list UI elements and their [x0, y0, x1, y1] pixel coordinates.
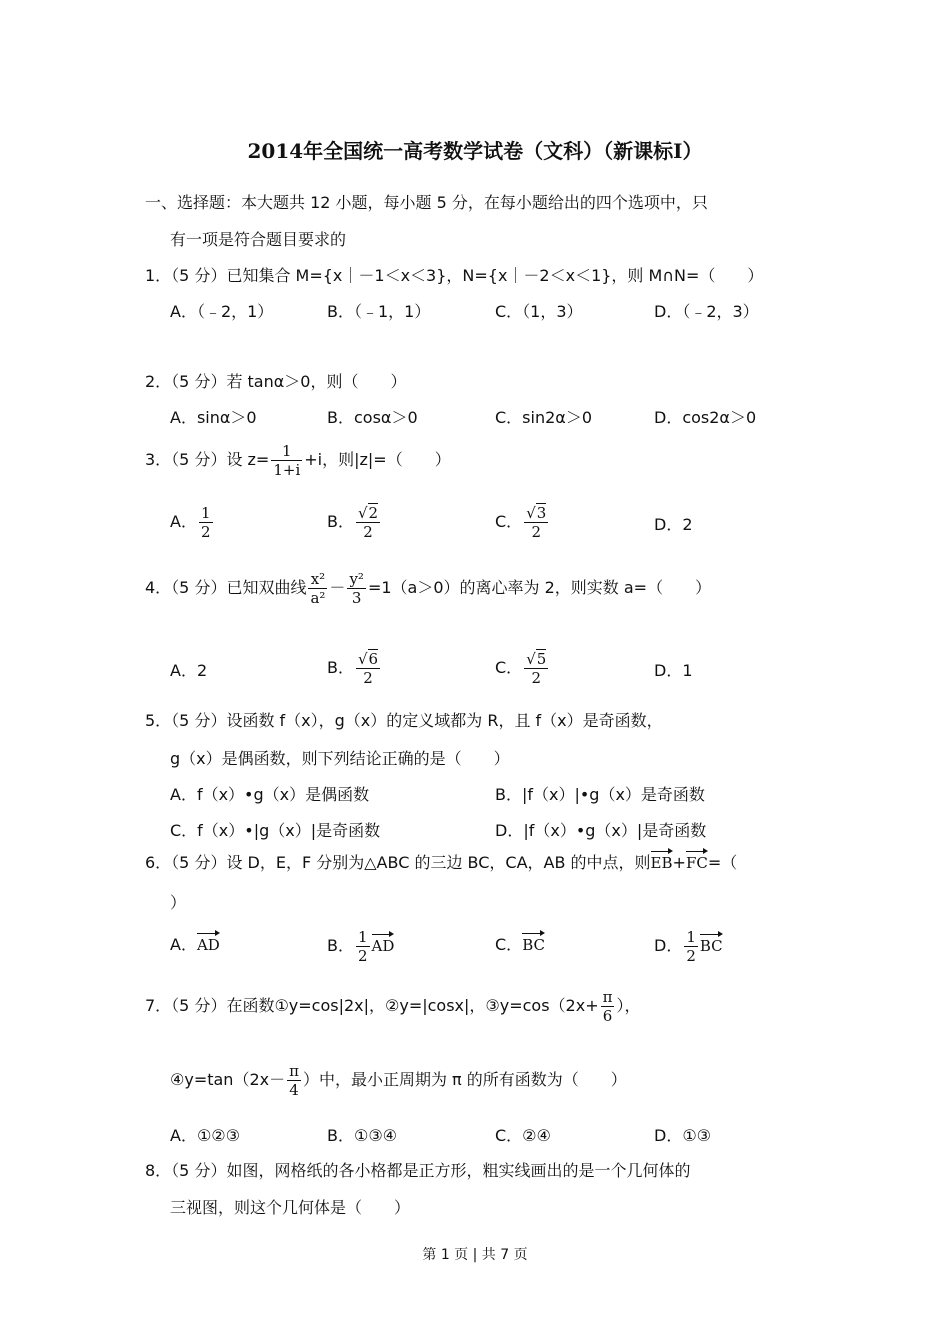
question-2-stem: 2．（5 分）若 tanα＞0，则（ ） — [145, 372, 407, 391]
question-8-stem-cont: 三视图，则这个几何体是（ ） — [170, 1198, 411, 1217]
question-7-stem-cont: ④y=tan（2x－ $\frac{\pi}{4}$ ）中，最小正周期为 π 的所有函数为（ ） — [170, 1062, 627, 1099]
fraction: $\frac{1}{1+i}$ — [273, 442, 301, 479]
vector-ad: AD — [372, 931, 395, 955]
page-title: 2014年全国统一高考数学试卷（文科）（新课标Ⅰ） — [247, 139, 703, 163]
q2-option-b: B．cosα＞0 — [327, 408, 418, 427]
fraction: $\frac{√6}{2}$ — [357, 650, 379, 687]
fraction: $\frac{1}{2}$ — [686, 928, 696, 965]
q6-option-d: D． $\frac{1}{2}$ BC — [654, 928, 723, 965]
fraction: $\frac{1}{2}$ — [200, 504, 211, 541]
q7-option-a: A．①②③ — [170, 1126, 240, 1145]
question-5-stem-cont: g（x）是偶函数，则下列结论正确的是（ ） — [170, 749, 510, 768]
q3-option-b: B． $\frac{√2}{2}$ — [327, 504, 379, 541]
q7-option-d: D．①③ — [654, 1126, 712, 1145]
vector-bc: BC — [522, 930, 545, 954]
q6-option-c: C．BC — [495, 930, 545, 955]
q5-option-d: D．|f（x）•g（x）|是奇函数 — [495, 821, 707, 840]
fraction: $\frac{\pi}{6}$ — [602, 988, 613, 1025]
q1-option-c: C．（1，3） — [495, 302, 583, 321]
vector-fc: FC — [686, 848, 708, 872]
question-7-stem: 7．（5 分）在函数①y=cos|2x|，②y=|cosx|，③y=cos（2x+ $\frac{\pi}{6}$ ）， — [145, 988, 641, 1025]
q5-option-c: C．f（x）•|g（x）|是奇函数 — [170, 821, 381, 840]
q5-option-a: A．f（x）•g（x）是偶函数 — [170, 785, 370, 804]
q1-option-b: B．（﹣1，1） — [327, 302, 431, 321]
fraction: $\frac{\pi}{4}$ — [289, 1062, 299, 1099]
vector-eb: EB — [651, 848, 673, 872]
vector-ad: AD — [197, 930, 220, 954]
section-heading: 一、选择题：本大题共 12 小题，每小题 5 分，在每小题给出的四个选项中，只 — [145, 193, 708, 212]
question-4-stem: 4．（5 分）已知双曲线 $\frac{\text{x²}}{\text{a²}}$ － $\frac{\text{y²}}{3}$ =1（a＞0）的离心率为 2，则实数 a=（ ） — [145, 570, 712, 607]
q1-option-a: A．（﹣2，1） — [170, 302, 274, 321]
q2-option-c: C．sin2α＞0 — [495, 408, 593, 427]
q3-option-a: A． $\frac{1}{2}$ — [170, 504, 211, 541]
fraction: $\frac{1}{2}$ — [357, 928, 368, 965]
q4-option-b: B． $\frac{√6}{2}$ — [327, 650, 379, 687]
vector-bc: BC — [700, 931, 723, 955]
question-1-stem: 1．（5 分）已知集合 M={x｜－1＜x＜3}，N={x｜－2＜x＜1}，则 M∩N=（ ） — [145, 266, 764, 285]
fraction: $\frac{√5}{2}$ — [526, 650, 547, 687]
fraction: $\frac{\text{y²}}{3}$ — [349, 570, 364, 607]
q7-option-b: B．①③④ — [327, 1126, 398, 1145]
q4-option-a: A．2 — [170, 661, 208, 680]
q1-option-d: D．（﹣2，3） — [654, 302, 759, 321]
fraction: $\frac{\text{x²}}{\text{a²}}$ — [310, 570, 326, 607]
q4-option-c: C． $\frac{√5}{2}$ — [495, 650, 547, 687]
q2-option-a: A．sinα＞0 — [170, 408, 257, 427]
question-5-stem: 5．（5 分）设函数 f（x），g（x）的定义域都为 R，且 f（x）是奇函数， — [145, 711, 663, 730]
q5-option-b: B．|f（x）|•g（x）是奇函数 — [495, 785, 705, 804]
q3-option-c: C． $\frac{√3}{2}$ — [495, 504, 547, 541]
page-footer: 第 1 页 | 共 7 页 — [422, 1247, 528, 1263]
q6-option-b: B． $\frac{1}{2}$ AD — [327, 928, 395, 965]
question-6-stem-cont: ） — [170, 893, 187, 912]
fraction: $\frac{√2}{2}$ — [357, 504, 379, 541]
question-8-stem: 8．（5 分）如图，网格纸的各小格都是正方形，粗实线画出的是一个几何体的 — [145, 1161, 691, 1180]
q3-option-d: D．2 — [654, 515, 693, 534]
fraction: $\frac{√3}{2}$ — [526, 504, 547, 541]
q2-option-d: D．cos2α＞0 — [654, 408, 757, 427]
question-3-stem: 3．（5 分）设 z= $\frac{1}{1+i}$ +i，则|z|=（ ） — [145, 442, 451, 479]
q4-option-d: D．1 — [654, 661, 693, 680]
q6-option-a: A．AD — [170, 930, 220, 955]
q7-option-c: C．②④ — [495, 1126, 551, 1145]
section-heading-cont: 有一项是符合题目要求的 — [170, 230, 347, 249]
question-6-stem: 6．（5 分）设 D，E，F 分别为△ABC 的三边 BC，CA，AB 的中点，则EB+FC=（ — [145, 848, 737, 873]
